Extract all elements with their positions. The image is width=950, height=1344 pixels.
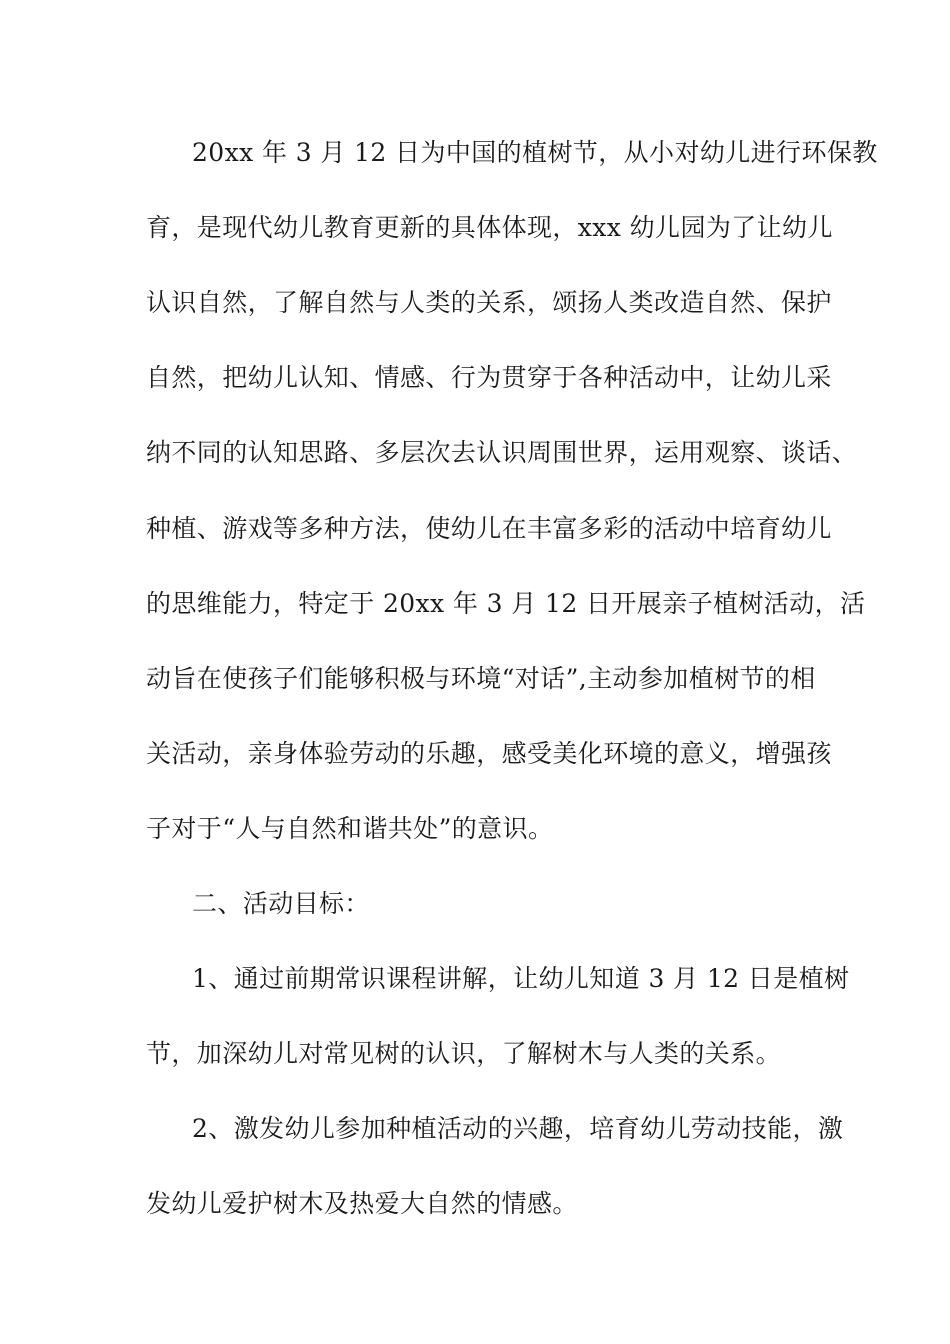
paragraph-intro-line-6: 种植、游戏等多种方法，使幼儿在丰富多彩的活动中培育幼儿 (146, 514, 832, 543)
paragraph-intro-line-1: 20xx 年 3 月 12 日为中国的植树节，从小对幼儿进行环保教 (192, 138, 878, 167)
paragraph-intro-line-9: 关活动，亲身体验劳动的乐趣，感受美化环境的意义，增强孩 (146, 739, 832, 768)
paragraph-intro-line-7: 的思维能力，特定于 20xx 年 3 月 12 日开展亲子植树活动，活 (146, 589, 866, 618)
goal-1-line-1: 1、通过前期常识课程讲解，让幼儿知道 3 月 12 日是植树 (192, 964, 850, 993)
section-heading-goals: 二、活动目标： (192, 889, 370, 918)
paragraph-intro-line-4: 自然，把幼儿认知、情感、行为贯穿于各种活动中，让幼儿采 (146, 363, 832, 392)
paragraph-intro-line-2: 育，是现代幼儿教育更新的具体体现，xxx 幼儿园为了让幼儿 (146, 213, 833, 242)
paragraph-intro-line-10: 子对于“人与自然和谐共处”的意识。 (146, 814, 554, 843)
goal-1-line-2: 节，加深幼儿对常见树的认识，了解树木与人类的关系。 (146, 1039, 782, 1068)
paragraph-intro-line-3: 认识自然，了解自然与人类的关系，颂扬人类改造自然、保护 (146, 288, 832, 317)
paragraph-intro-line-5: 纳不同的认知思路、多层次去认识周围世界，运用观察、谈话、 (146, 438, 858, 467)
goal-2-line-1: 2、激发幼儿参加种植活动的兴趣，培育幼儿劳动技能，激 (192, 1114, 844, 1143)
goal-2-line-2: 发幼儿爱护树木及热爱大自然的情感。 (146, 1189, 578, 1218)
paragraph-intro-line-8: 动旨在使孩子们能够积极与环境“对话”,主动参加植树节的相 (146, 664, 816, 693)
